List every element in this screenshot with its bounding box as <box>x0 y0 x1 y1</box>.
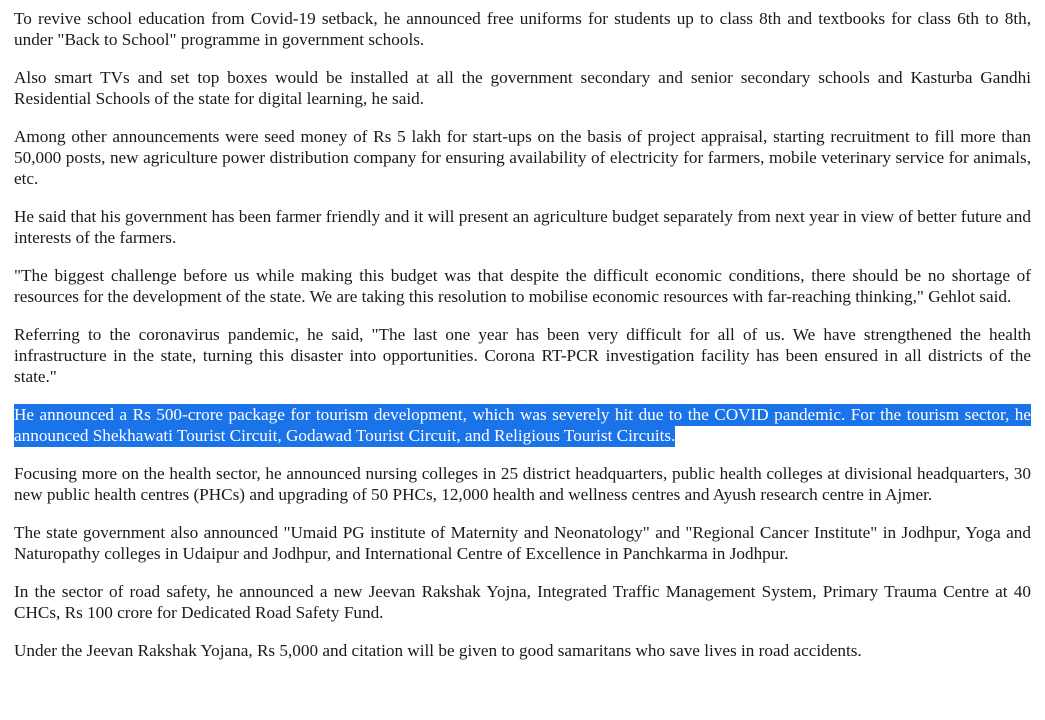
paragraph: Also smart TVs and set top boxes would be installed at all the government secondary and senior secondary schools and Kasturba Gandhi Residential Schools of the state for digital learning, he said. <box>14 68 1031 108</box>
paragraph: In the sector of road safety, he announced a new Jeevan Rakshak Yojna, Integrated Traffic Management System, Primary Trauma Centre at 40 CHCs, Rs 100 crore for Dedicated Road Safety Fund. <box>14 582 1031 622</box>
paragraph-selected[interactable] <box>14 404 1031 446</box>
paragraph: Among other announcements were seed money of Rs 5 lakh for start-ups on the basis of project appraisal, starting recruitment to fill more than 50,000 posts, new agriculture power distribution company for ensuring availability of electricity for farmers, mobile veterinary service for animals, etc. <box>14 127 1031 188</box>
paragraph: He said that his government has been farmer friendly and it will present an agriculture budget separately from next year in view of better future and interests of the farmers. <box>14 207 1031 247</box>
paragraph: Referring to the coronavirus pandemic, he said, "The last one year has been very difficult for all of us. We have strengthened the health infrastructure in the state, turning this disaster into opportunities. Corona RT-PCR investigation facility has been ensured in all districts of the state." <box>14 325 1031 386</box>
paragraph: Focusing more on the health sector, he announced nursing colleges in 25 district headquarters, public health colleges at divisional headquarters, 30 new public health centres (PHCs) and upgrading of 50 PHCs, 12,000 health and wellness centres and Ayush research centre in Ajmer. <box>14 464 1031 504</box>
paragraph: Under the Jeevan Rakshak Yojana, Rs 5,000 and citation will be given to good samaritans who save lives in road accidents. <box>14 641 862 660</box>
paragraph: The state government also announced "Umaid PG institute of Maternity and Neonatology" and "Regional Cancer Institute" in Jodhpur, Yoga and Naturopathy colleges in Udaipur and Jodhpur, and International Centre of Excellence in Panchkarma in Jodhpur. <box>14 523 1031 563</box>
selected-text[interactable]: He announced a Rs 500-crore package for tourism development, which was severely hit due to the COVID pandemic. For the tourism sector, he announced Shekhawati Tourist Circuit, Godawad Tourist Circuit, and Religious Tourist Circuits. <box>14 405 1031 445</box>
paragraph: "The biggest challenge before us while making this budget was that despite the difficult economic conditions, there should be no shortage of resources for the development of the state. We are taking this resolution to mobilise economic resources with far-reaching thinking," Gehlot said. <box>14 266 1031 306</box>
paragraph: To revive school education from Covid-19 setback, he announced free uniforms for students up to class 8th and textbooks for class 6th to 8th, under "Back to School" programme in government schools. <box>14 9 1031 49</box>
